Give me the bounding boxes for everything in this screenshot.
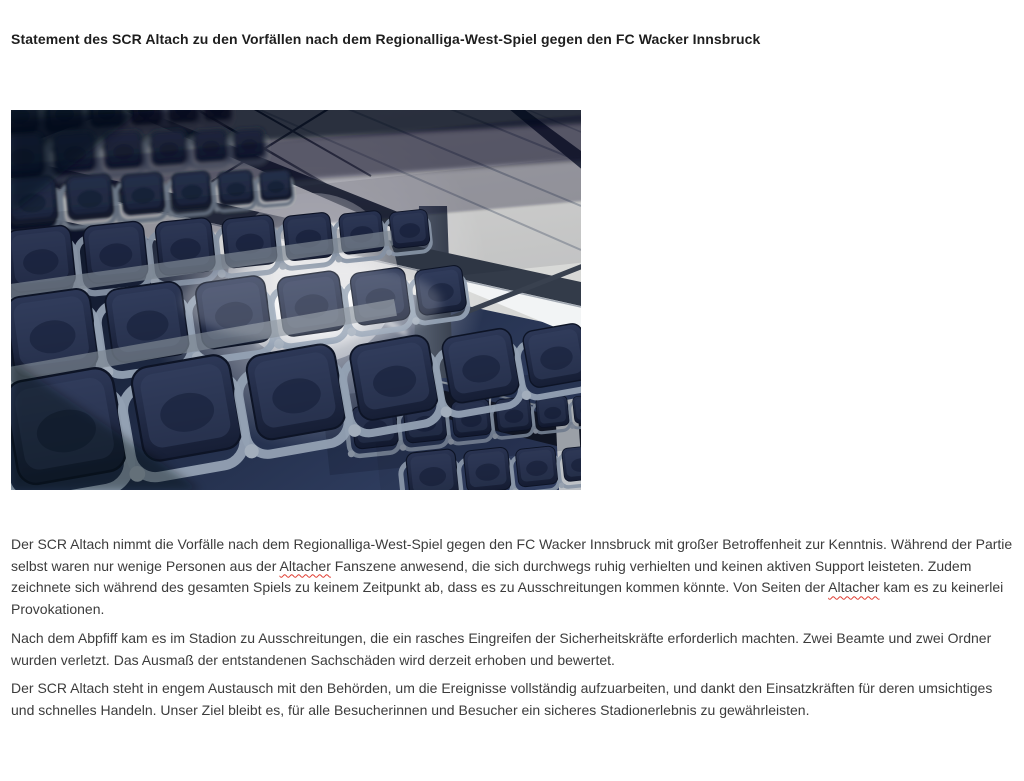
paragraph-1 — [11, 534, 1014, 621]
paragraph-2 — [11, 628, 1014, 671]
text-segment: kam es zu keinerlei Provokationen. — [11, 579, 1004, 618]
paragraph-3 — [11, 678, 1014, 721]
misspelled-word: Altacher — [828, 579, 880, 596]
page-title: Statement des SCR Altach zu den Vorfällen nach dem Regionalliga-West-Spiel gegen den FC Wacker Innsbruck — [11, 31, 761, 47]
text-segment: Nach dem Abpfiff kam es im Stadion zu Ausschreitungen, die ein rasches Eingreifen der Sicherheitskräfte erforderlich machten. Zwei Beamte und zwei Ordner wurden verletzt. Das Ausmaß der entstandenen Sachschäden wird derzeit erhoben und bewertet. — [11, 629, 992, 668]
stadium-photo-illustration — [11, 110, 581, 490]
text-segment: Der SCR Altach nimmt die Vorfälle nach dem Regionalliga-West-Spiel gegen den FC Wacker Innsbruck mit großer Betroffenheit zur Kenntnis. Während der Partie selbst waren nur wenige Personen aus der — [11, 536, 1013, 574]
stadium-photo[interactable] — [11, 110, 581, 490]
text-segment: Fanszene anwesend, die sich durchwegs ruhig verhielten und keinen aktiven Support leisteten. Zudem zeichnete sich während des gesamten Spiels zu keinem Zeitpunkt ab, dass es zu Ausschreitungen kommen könnte. Von Seiten der — [11, 557, 972, 596]
article-body — [11, 534, 1014, 722]
text-segment: Der SCR Altach steht in engem Austausch mit den Behörden, um die Ereignisse vollständig aufzuarbeiten, und dankt den Einsatzkräften für deren umsichtiges und schnelles Handeln. Unser Ziel bleibt es, für alle Besucherinnen und Besucher ein sicheres Stadionerlebnis zu gewährleisten. — [11, 680, 993, 718]
misspelled-word: Altacher — [279, 557, 331, 574]
